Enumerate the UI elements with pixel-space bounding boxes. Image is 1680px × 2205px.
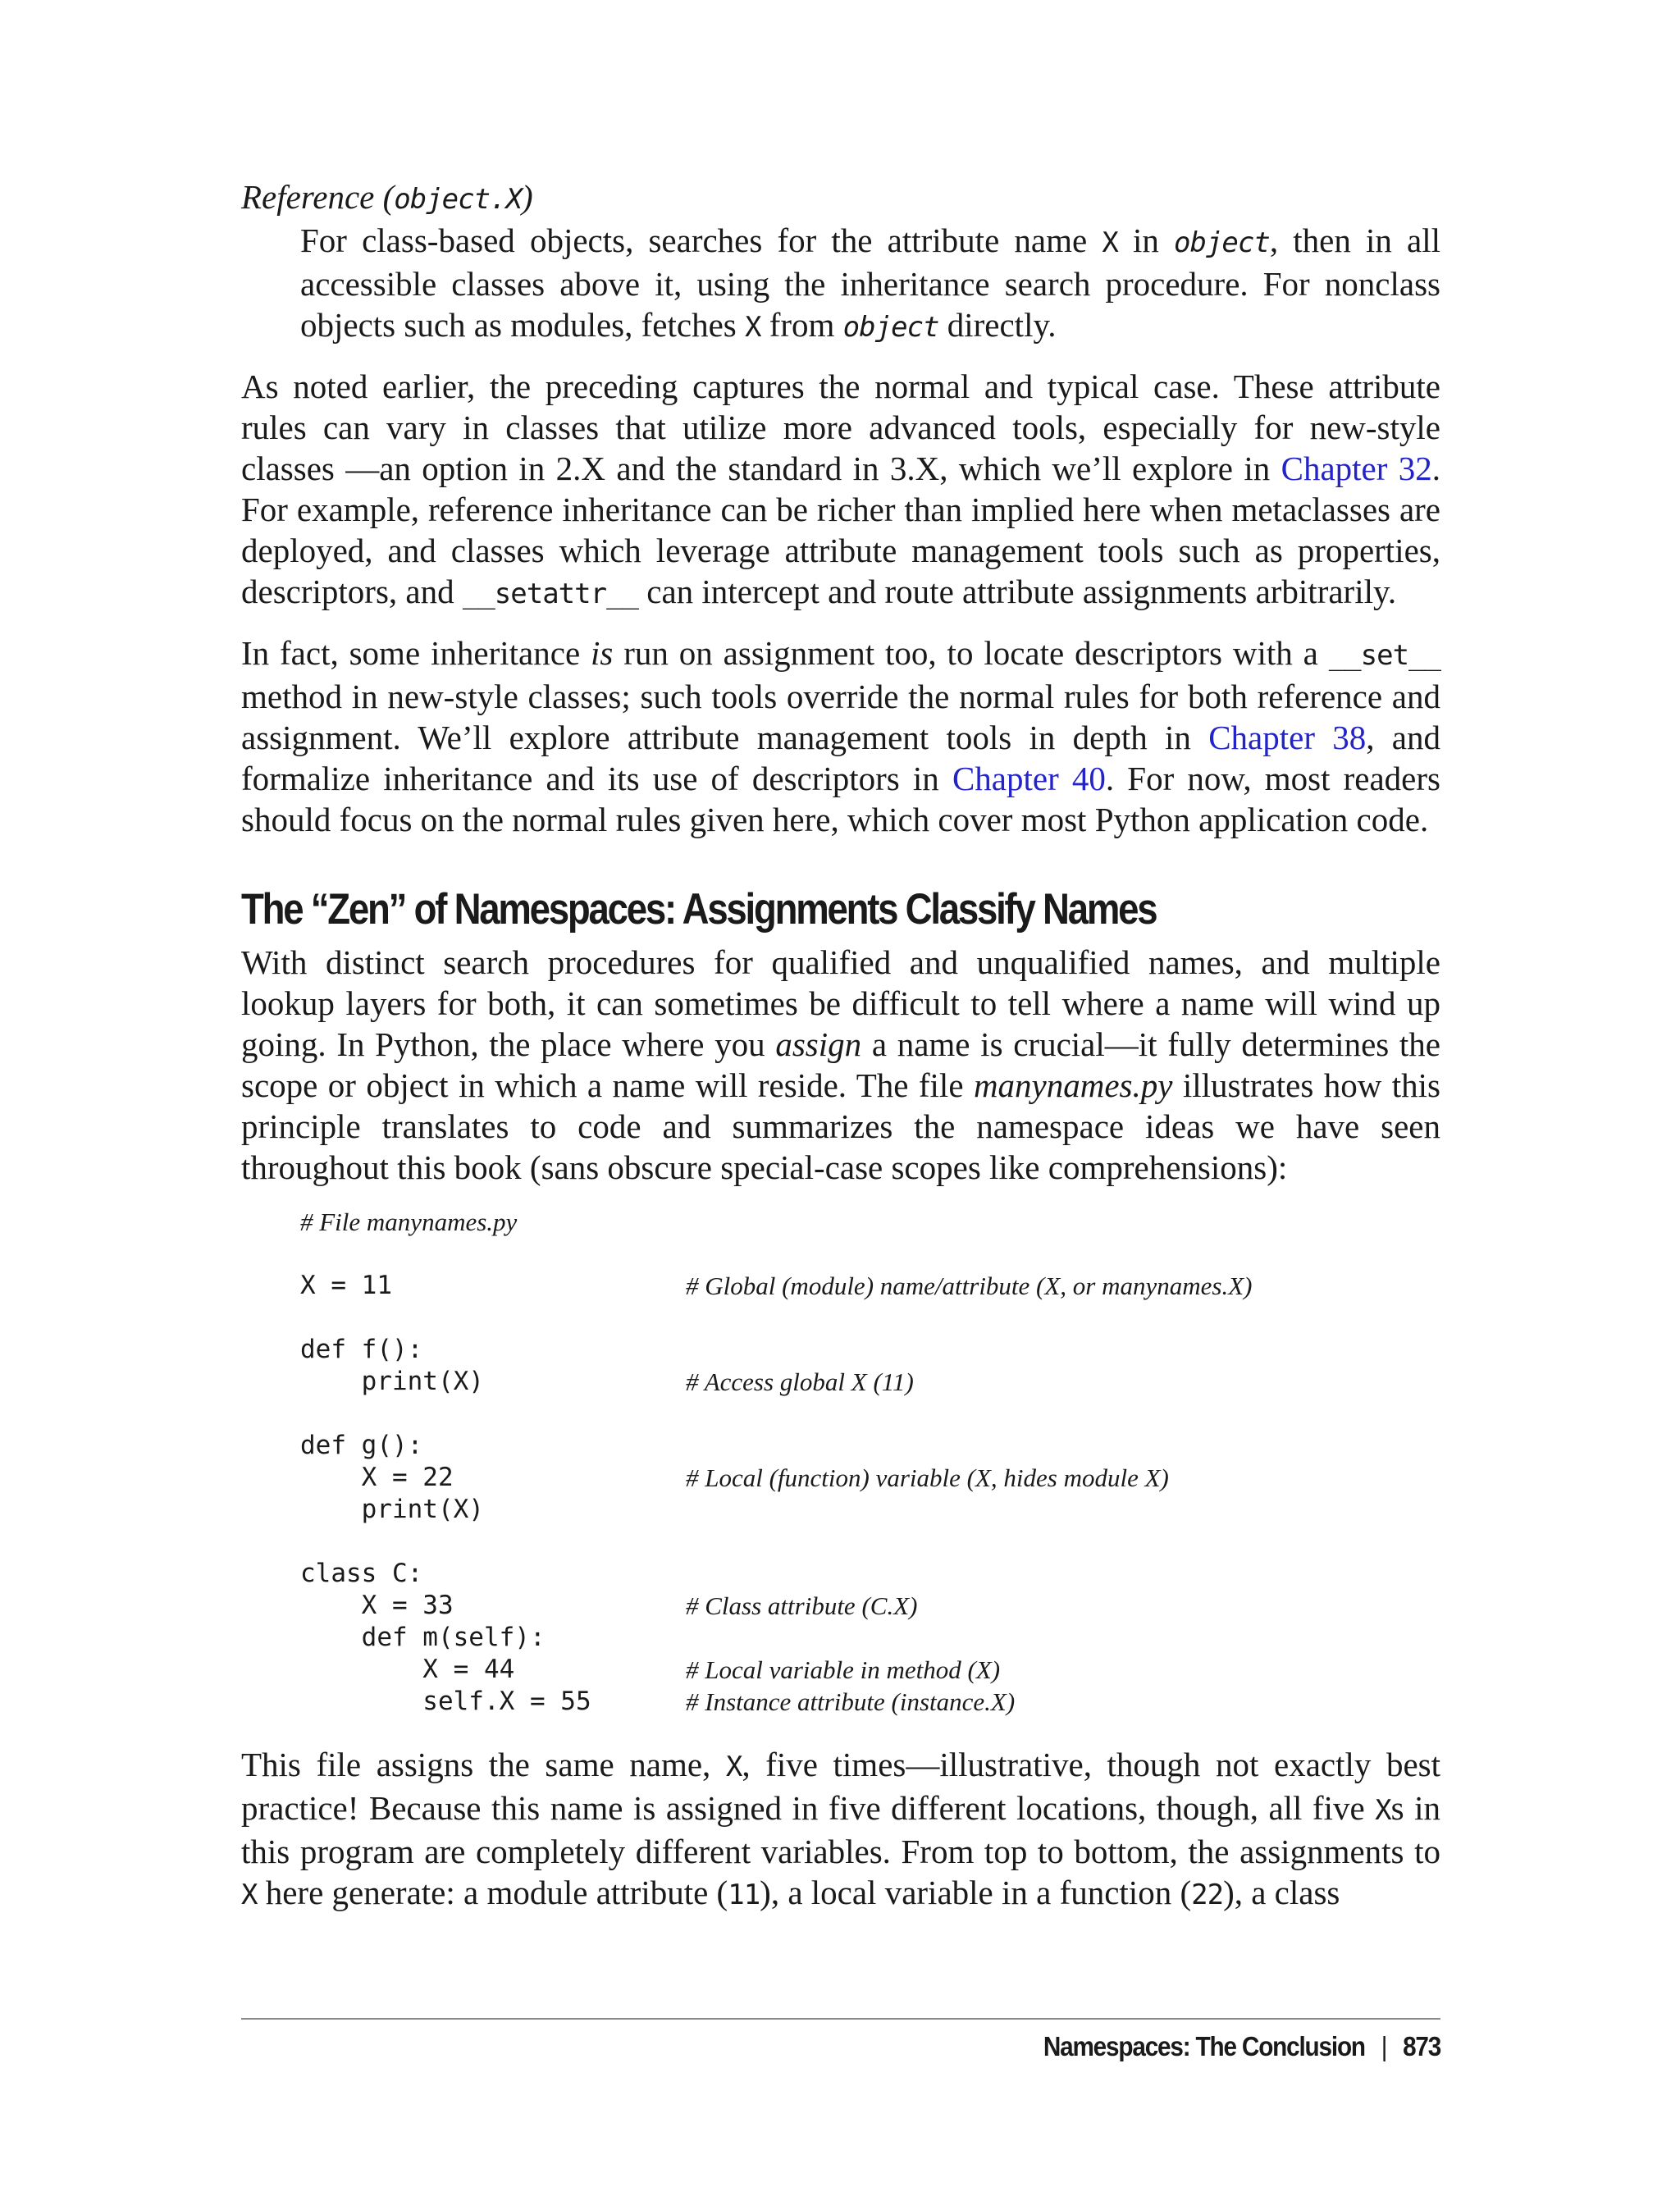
code-line xyxy=(300,1302,1440,1334)
code-comment: # File manynames.py xyxy=(300,1208,518,1236)
inline-code: X xyxy=(1375,1794,1391,1827)
code-comment: # Global (module) name/attribute (X, or manynames.X) xyxy=(686,1271,1253,1300)
inline-code: X xyxy=(725,1751,742,1783)
paragraph-2: In fact, some inheritance is run on assignment too, to locate descriptors with a __set__ method in new-style classes; such tools override the normal rules for both reference and assignment. We’ll explore attribute management tools in depth in Chapter 38, and formalize inheritance and its use of descriptors in Chapter 40. For now, most readers should focus on the normal rules given here, which cover most Python application code. xyxy=(241,634,1440,838)
code-text: def f(): xyxy=(300,1335,423,1364)
definition-body: For class-based objects, searches for the attribute name X in object, then in all accessible classes above it, using the inheritance search procedure. For nonclass objects such as modules, fetches X from object directly. xyxy=(300,221,1440,344)
running-title: Namespaces: The Conclusion xyxy=(1043,2031,1365,2061)
code-text: def g(): xyxy=(300,1431,423,1460)
inline-code: X xyxy=(1102,226,1118,259)
code-line xyxy=(300,1398,1440,1430)
code-comment: # Local variable in method (X) xyxy=(686,1655,1001,1684)
inline-code: 22 xyxy=(1191,1879,1224,1911)
code-line xyxy=(300,1238,1440,1270)
inline-code: object xyxy=(842,311,939,344)
inline-code: X xyxy=(744,311,761,344)
code-comment: # Instance attribute (instance.X) xyxy=(686,1687,1016,1716)
code-line xyxy=(300,1206,1440,1238)
paragraph-4: This file assigns the same name, X, five times—illustrative, though not exactly best practice! Because this name is assigned in five different locations, though, all five Xs in this program are completely different variables. From top to bottom, the assignments to X here generate: a module attribute (11), a local variable in a function (22), a class xyxy=(241,1746,1440,1911)
inline-code: __set__ xyxy=(1328,639,1440,672)
code-line xyxy=(300,1334,1440,1366)
inline-code: X xyxy=(241,1879,258,1911)
code-text: X = 33 xyxy=(300,1591,454,1620)
code-line xyxy=(300,1686,1440,1718)
code-text: X = 22 xyxy=(300,1463,454,1492)
paragraph-3: With distinct search procedures for qualified and unqualified names, and multiple lookup layers for both, it can sometimes be difficult to tell where a name will wind up going. In Python, the place where you assign a name is crucial—it fully determines the scope or object in which a name will reside. The file manynames.py illustrates how this principle translates to code and summarizes the namespace ideas we have seen throughout this book (sans obscure special-case scopes like comprehensions): xyxy=(241,943,1441,1186)
code-comment: # Class attribute (C.X) xyxy=(686,1591,918,1620)
code-text: X = 11 xyxy=(300,1271,392,1300)
code-line xyxy=(300,1590,1440,1622)
code-line xyxy=(300,1430,1440,1462)
footer-separator: | xyxy=(1381,2031,1387,2061)
link-chapter-40[interactable]: Chapter 40 xyxy=(952,760,1106,797)
section-heading: The “Zen” of Namespaces: Assignments Classify Names xyxy=(241,885,1157,934)
code-line xyxy=(300,1494,1440,1526)
page-footer xyxy=(1043,2028,1440,2066)
code-line xyxy=(300,1622,1440,1654)
code-line xyxy=(300,1270,1440,1302)
link-chapter-38[interactable]: Chapter 38 xyxy=(1208,719,1367,756)
page-number: 873 xyxy=(1402,2031,1440,2061)
code-comment: # Access global X (11) xyxy=(686,1367,914,1396)
code-text: def m(self): xyxy=(300,1623,546,1652)
footer-rule xyxy=(241,2018,1440,2020)
link-chapter-32[interactable]: Chapter 32 xyxy=(1281,450,1432,487)
code-line xyxy=(300,1558,1440,1590)
code-text: X = 44 xyxy=(300,1655,515,1684)
inline-code: __setattr__ xyxy=(462,578,639,610)
code-text: self.X = 55 xyxy=(300,1687,591,1716)
code-line xyxy=(300,1366,1440,1398)
page-content xyxy=(241,176,1440,1915)
code-line xyxy=(300,1526,1440,1558)
code-listing xyxy=(300,1206,1440,1718)
code-comment: # Local (function) variable (X, hides module X) xyxy=(686,1463,1169,1492)
code-text: print(X) xyxy=(300,1367,484,1396)
inline-code: 11 xyxy=(728,1879,760,1911)
code-text: class C: xyxy=(300,1559,423,1588)
code-text: print(X) xyxy=(300,1495,484,1524)
code-line xyxy=(300,1462,1440,1494)
inline-code: object xyxy=(1174,226,1270,259)
paragraph-1: As noted earlier, the preceding captures the normal and typical case. These attribute rules can vary in classes that utilize more advanced tools, especially for new-style classes —an option in 2.X and the standard in 3.X, which we’ll explore in Chapter 32. For example, reference inheritance can be richer than implied here when metaclasses are deployed, and classes which leverage attribute management tools such as properties, descriptors, and __setattr__ can intercept and route attribute assignments arbitrarily. xyxy=(241,368,1440,610)
definition-term: Reference (object.X) xyxy=(241,178,533,216)
code-line xyxy=(300,1654,1440,1686)
